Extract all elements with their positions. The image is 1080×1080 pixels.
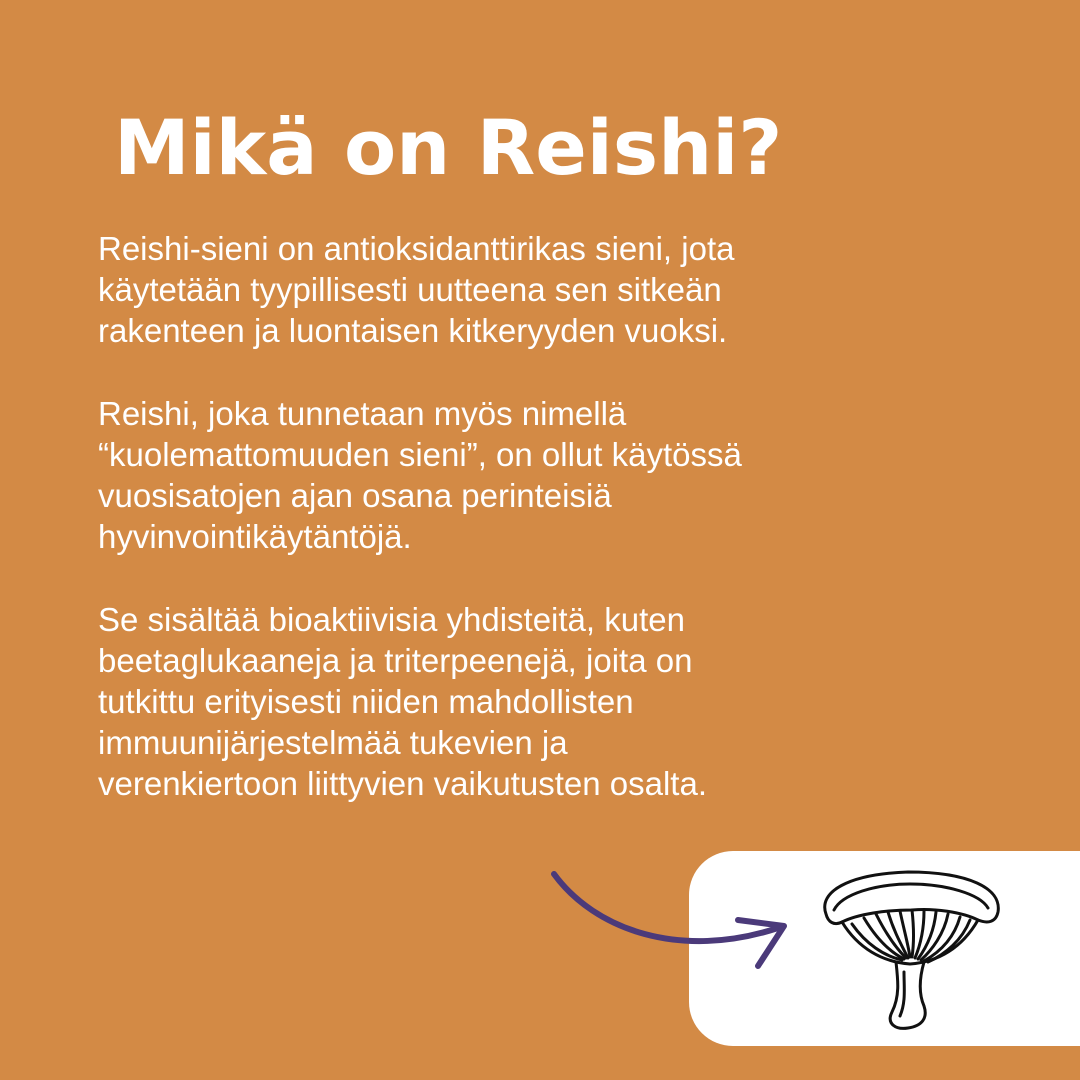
paragraph-3 [98,599,978,804]
paragraph-line: vuosisatojen ajan osana perinteisiä [98,477,612,514]
paragraph-line: hyvinvointikäytäntöjä. [98,518,412,555]
paragraph-1 [98,228,978,351]
page-title: Mikä on Reishi? [114,103,783,192]
paragraph-line: immuunijärjestelmää tukevien ja [98,724,568,761]
paragraph-line: Reishi-sieni on antioksidanttirikas sieni, jota [98,230,735,267]
paragraph-line: beetaglukaaneja ja triterpeenejä, joita on [98,642,693,679]
curved-arrow-icon [540,860,810,980]
paragraph-line: verenkiertoon liittyvien vaikutusten osalta. [98,765,707,802]
paragraph-2 [98,393,978,557]
paragraph-line: tutkittu erityisesti niiden mahdollisten [98,683,634,720]
mushroom-icon [812,862,1008,1034]
paragraph-line: “kuolemattomuuden sieni”, on ollut käytössä [98,436,742,473]
paragraph-line: käytetään tyypillisesti uutteena sen sitkeän [98,271,722,308]
body-text [98,228,978,846]
paragraph-line: Se sisältää bioaktiivisia yhdisteitä, kuten [98,601,685,638]
paragraph-line: rakenteen ja luontaisen kitkeryyden vuoksi. [98,312,728,349]
paragraph-line: Reishi, joka tunnetaan myös nimellä [98,395,627,432]
